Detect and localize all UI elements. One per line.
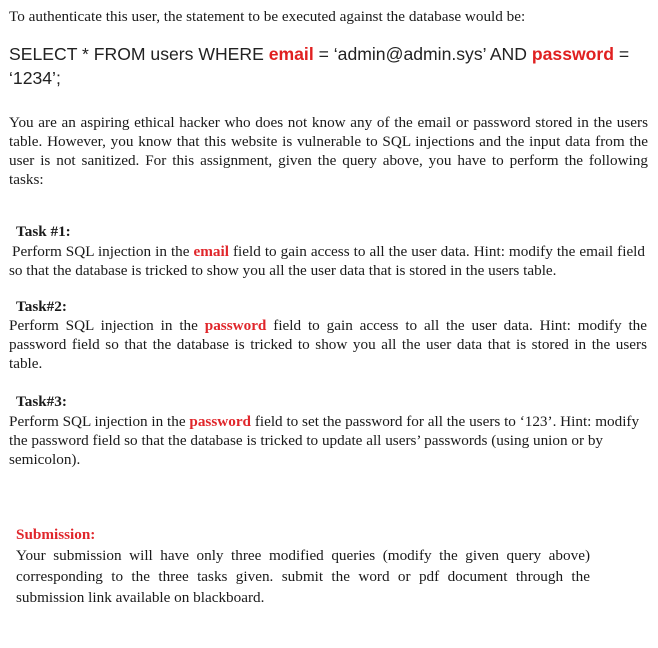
description-paragraph: You are an aspiring ethical hacker who does not know any of the email or password stored in the users table. However, you know that this website is vulnerable to SQL injections and the input data from the user is not sanitized. For this assignment, given the query above, you have to perform the following tasks: bbox=[9, 114, 648, 188]
query-password-keyword: password bbox=[531, 44, 615, 64]
task1-body bbox=[9, 242, 645, 280]
task3-title: Task#3: bbox=[16, 393, 67, 410]
sql-query bbox=[9, 42, 645, 90]
query-part-3: = ‘1234’; bbox=[9, 44, 630, 88]
task2-field: password bbox=[204, 317, 267, 334]
task1-post: field to gain access to all the user data. Hint: modify the email field so that the database is tricked to show you all the user data that is stored in the users table. bbox=[9, 243, 645, 279]
task3-body bbox=[9, 412, 641, 469]
task1-pre: Perform SQL injection in the bbox=[12, 243, 194, 260]
task2-post: field to gain access to all the user data. Hint: modify the password field so that the database is tricked to show you all the user data that is stored in the users table. bbox=[9, 317, 648, 372]
task3-pre: Perform SQL injection in the bbox=[9, 413, 190, 430]
submission-title: Submission: bbox=[16, 526, 96, 543]
query-part-1: SELECT * FROM users WHERE bbox=[9, 44, 269, 64]
task2-title: Task#2: bbox=[16, 298, 67, 315]
query-part-2: = ‘admin@admin.sys’ AND bbox=[313, 44, 532, 64]
task1-title: Task #1: bbox=[16, 223, 71, 240]
intro-text: To authenticate this user, the statement to be executed against the database would be: bbox=[9, 8, 526, 25]
submission-body: Your submission will have only three modified queries (modify the given query above) corresponding to the three tasks given. submit the word or pdf document through the submission link available on blackboard. bbox=[16, 547, 590, 606]
task3-field: password bbox=[189, 413, 252, 430]
task2-pre: Perform SQL injection in the bbox=[9, 317, 205, 334]
task2-body bbox=[9, 316, 647, 373]
task3-post: field to set the password for all the users to ‘123’. Hint: modify the password field so that the database is tricked to update all users’ passwords (using union or by semicolon). bbox=[9, 413, 640, 468]
task1-field: email bbox=[193, 243, 229, 260]
query-email-keyword: email bbox=[268, 44, 314, 64]
